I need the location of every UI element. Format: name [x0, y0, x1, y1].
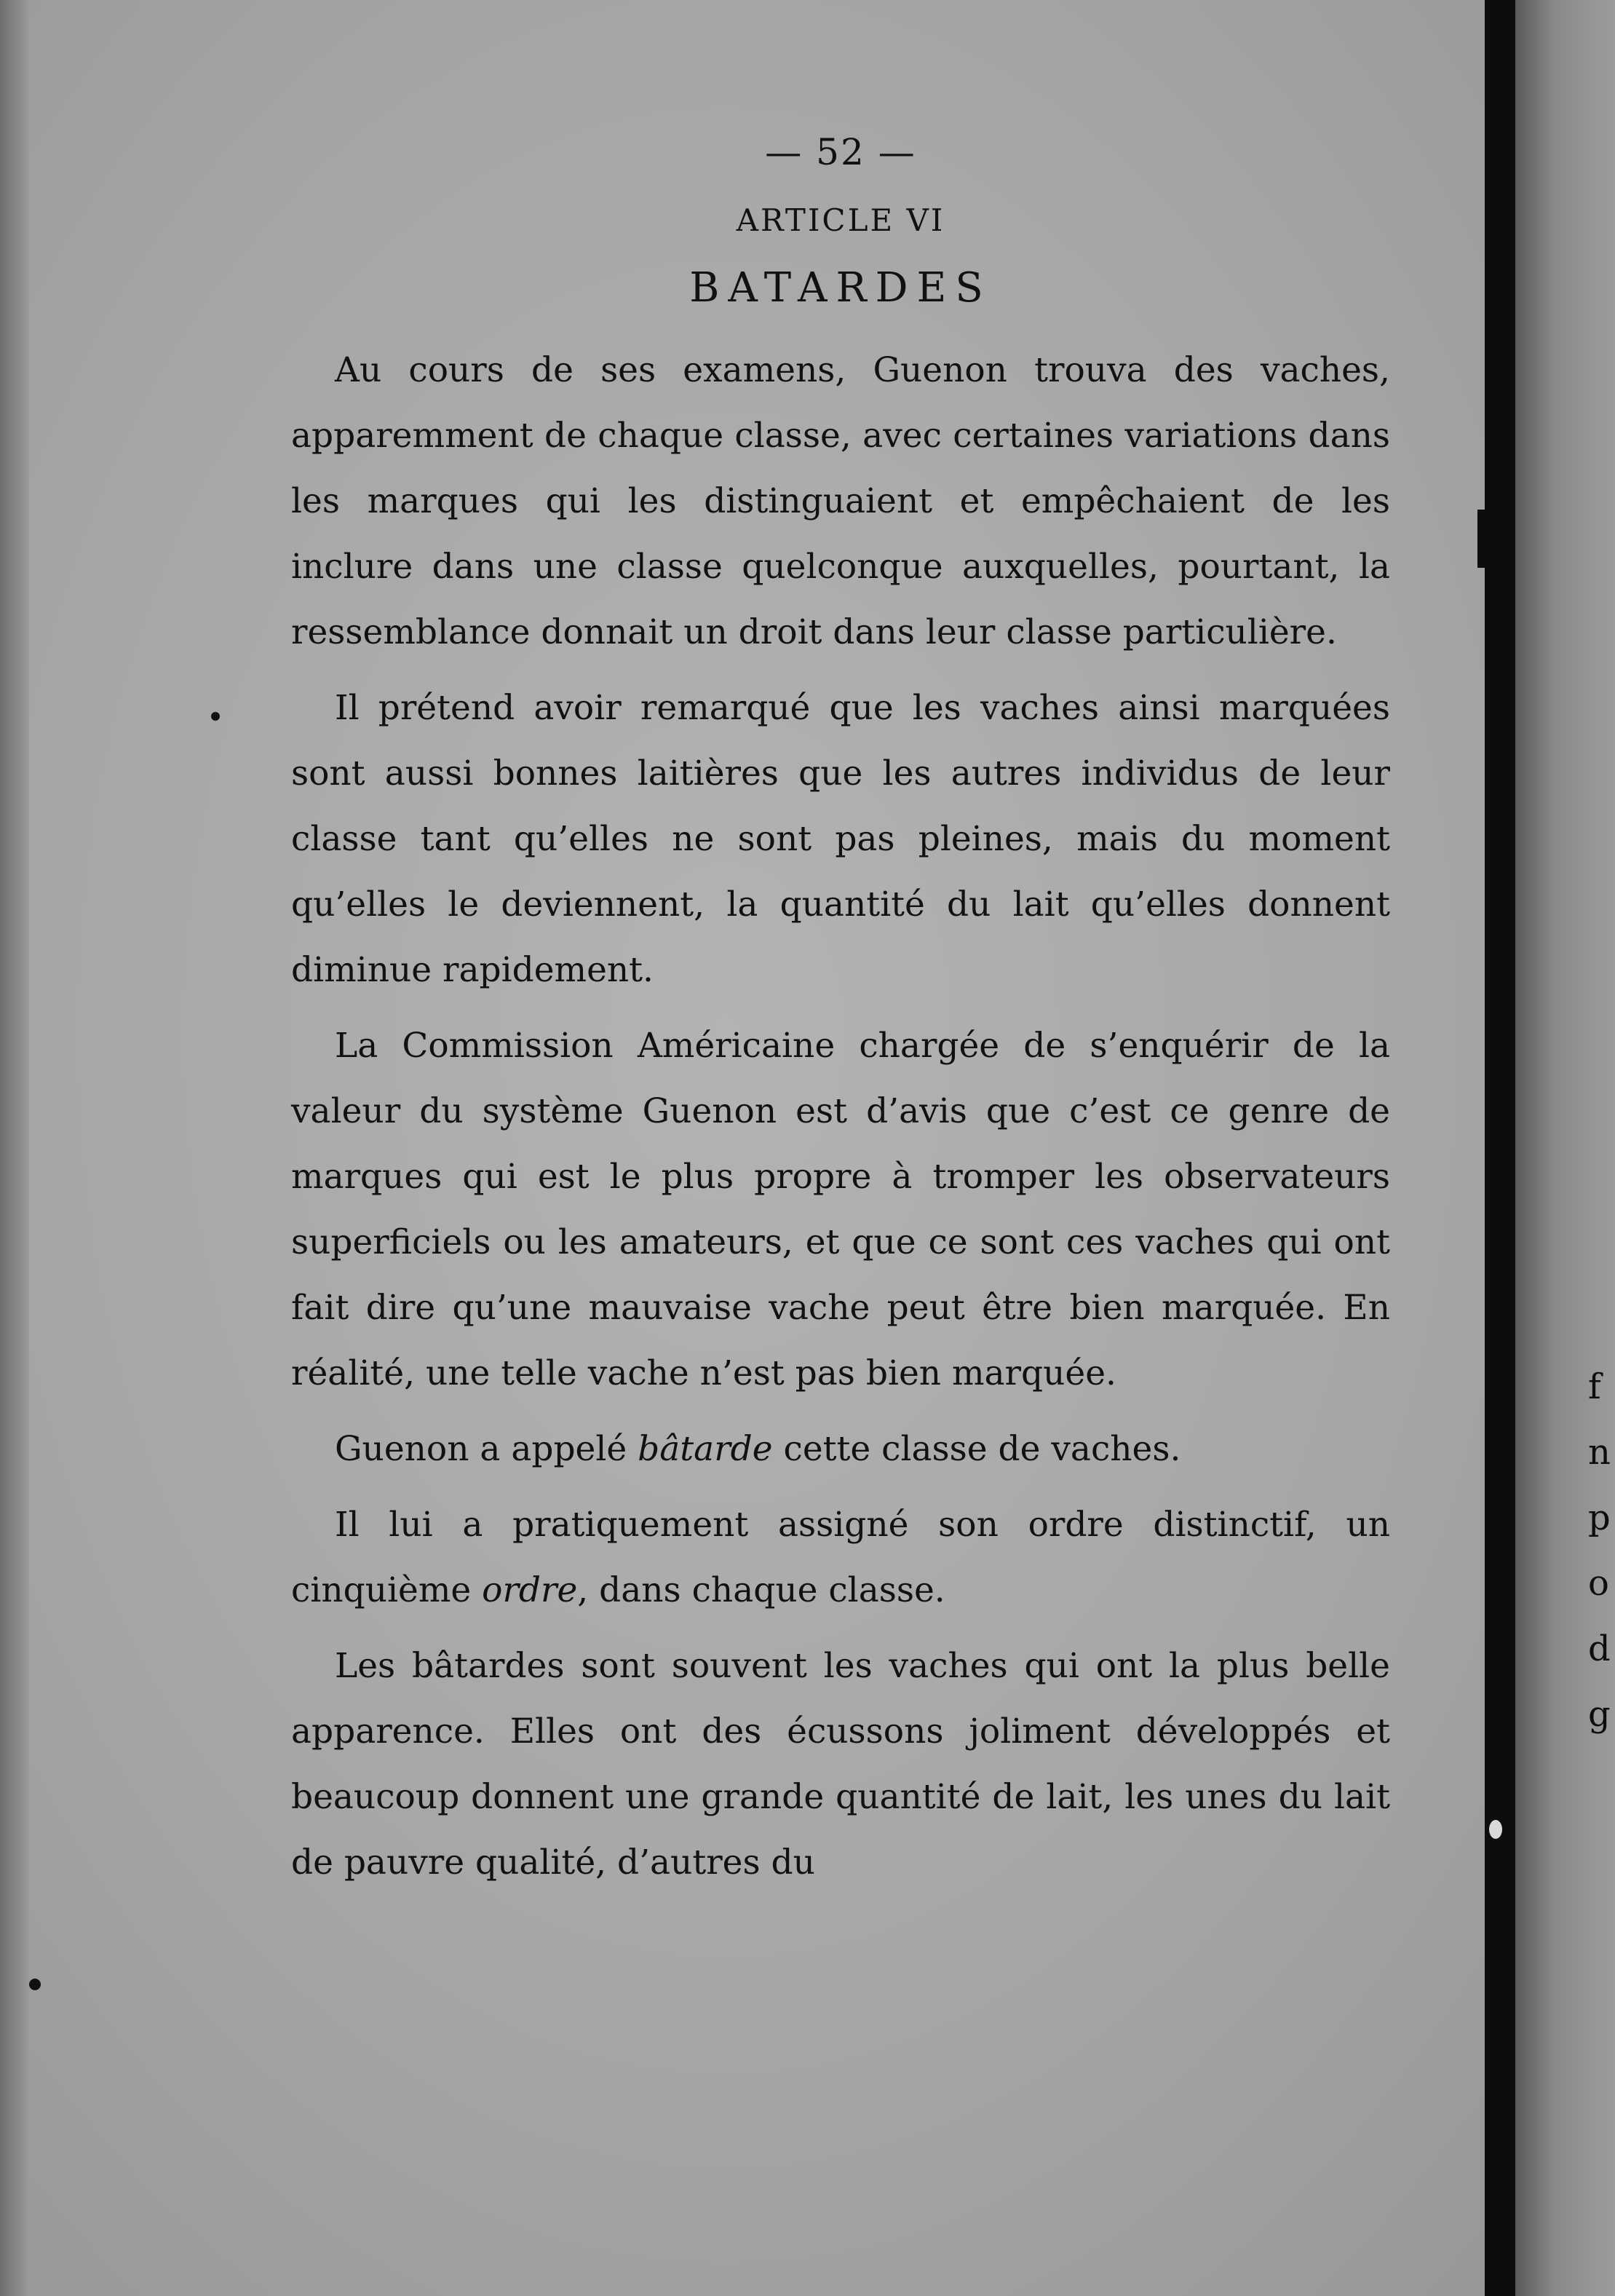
italic-term: bâtarde: [638, 1429, 773, 1469]
adjacent-letter: o: [1588, 1563, 1609, 1604]
paragraph: [291, 1492, 1390, 1623]
book-spine-gutter: [1485, 0, 1515, 2296]
page-number: — 52 —: [765, 131, 916, 173]
adjacent-page-edge: [1515, 0, 1615, 2296]
paragraph: Les bâtardes sont souvent les vaches qui ont la plus belle apparence. Elles ont des écussons joliment développés et beaucoup donnent une grande quantité de lait, les unes du lait de pauvre qualité, d’autres du: [291, 1646, 1390, 1883]
paragraph-text: Il lui a pratiquement assigné son ordre distinctif, un cinquième: [291, 1505, 1390, 1610]
ink-speck: [29, 1979, 41, 1990]
paragraph: La Commission Américaine chargée de s’enquérir de la valeur du système Guenon est d’avis que c’est ce genre de marques qui est le plus propre à tromper les observateurs superficiels ou les amateurs, et que ce sont ces vaches qui ont fait dire qu’une mauvaise vache peut être bien marquée. En réalité, une telle vache n’est pas bien marquée.: [291, 1026, 1390, 1393]
paper-flaw: [1489, 1820, 1502, 1839]
adjacent-letter: g: [1588, 1694, 1611, 1735]
paragraph-text: Guenon a appelé: [335, 1429, 638, 1469]
spine-notch: [1477, 510, 1499, 568]
page-left-shadow: [0, 0, 29, 2296]
adjacent-letter: p: [1588, 1497, 1611, 1538]
adjacent-page-letters: [1588, 1354, 1611, 1747]
adjacent-letter: n: [1588, 1432, 1611, 1473]
italic-term: ordre: [482, 1570, 578, 1610]
adjacent-letter: f: [1588, 1366, 1601, 1407]
paragraph: [291, 1417, 1390, 1482]
page-content: [291, 131, 1390, 1906]
section-title: BATARDES: [689, 264, 992, 312]
article-heading: ARTICLE VI: [736, 202, 945, 238]
adjacent-letter: d: [1588, 1628, 1611, 1669]
paragraph: Il prétend avoir remarqué que les vaches ainsi marquées sont aussi bonnes laitières que les autres individus de leur classe tant qu’elles ne sont pas pleines, mais du moment qu’elles le deviennent, la quantité du lait qu’elles donnent diminue rapidement.: [291, 688, 1390, 990]
paragraph: Au cours de ses examens, Guenon trouva des vaches, apparemment de chaque classe, avec certaines variations dans les marques qui les distinguaient et empêchaient de les inclure dans une classe quelconque auxquelles, pourtant, la ressemblance donnait un droit dans leur classe particulière.: [291, 350, 1390, 652]
paragraph-text: , dans chaque classe.: [577, 1570, 945, 1610]
paragraph-text: cette classe de vaches.: [772, 1429, 1181, 1469]
ink-speck: [211, 712, 220, 721]
